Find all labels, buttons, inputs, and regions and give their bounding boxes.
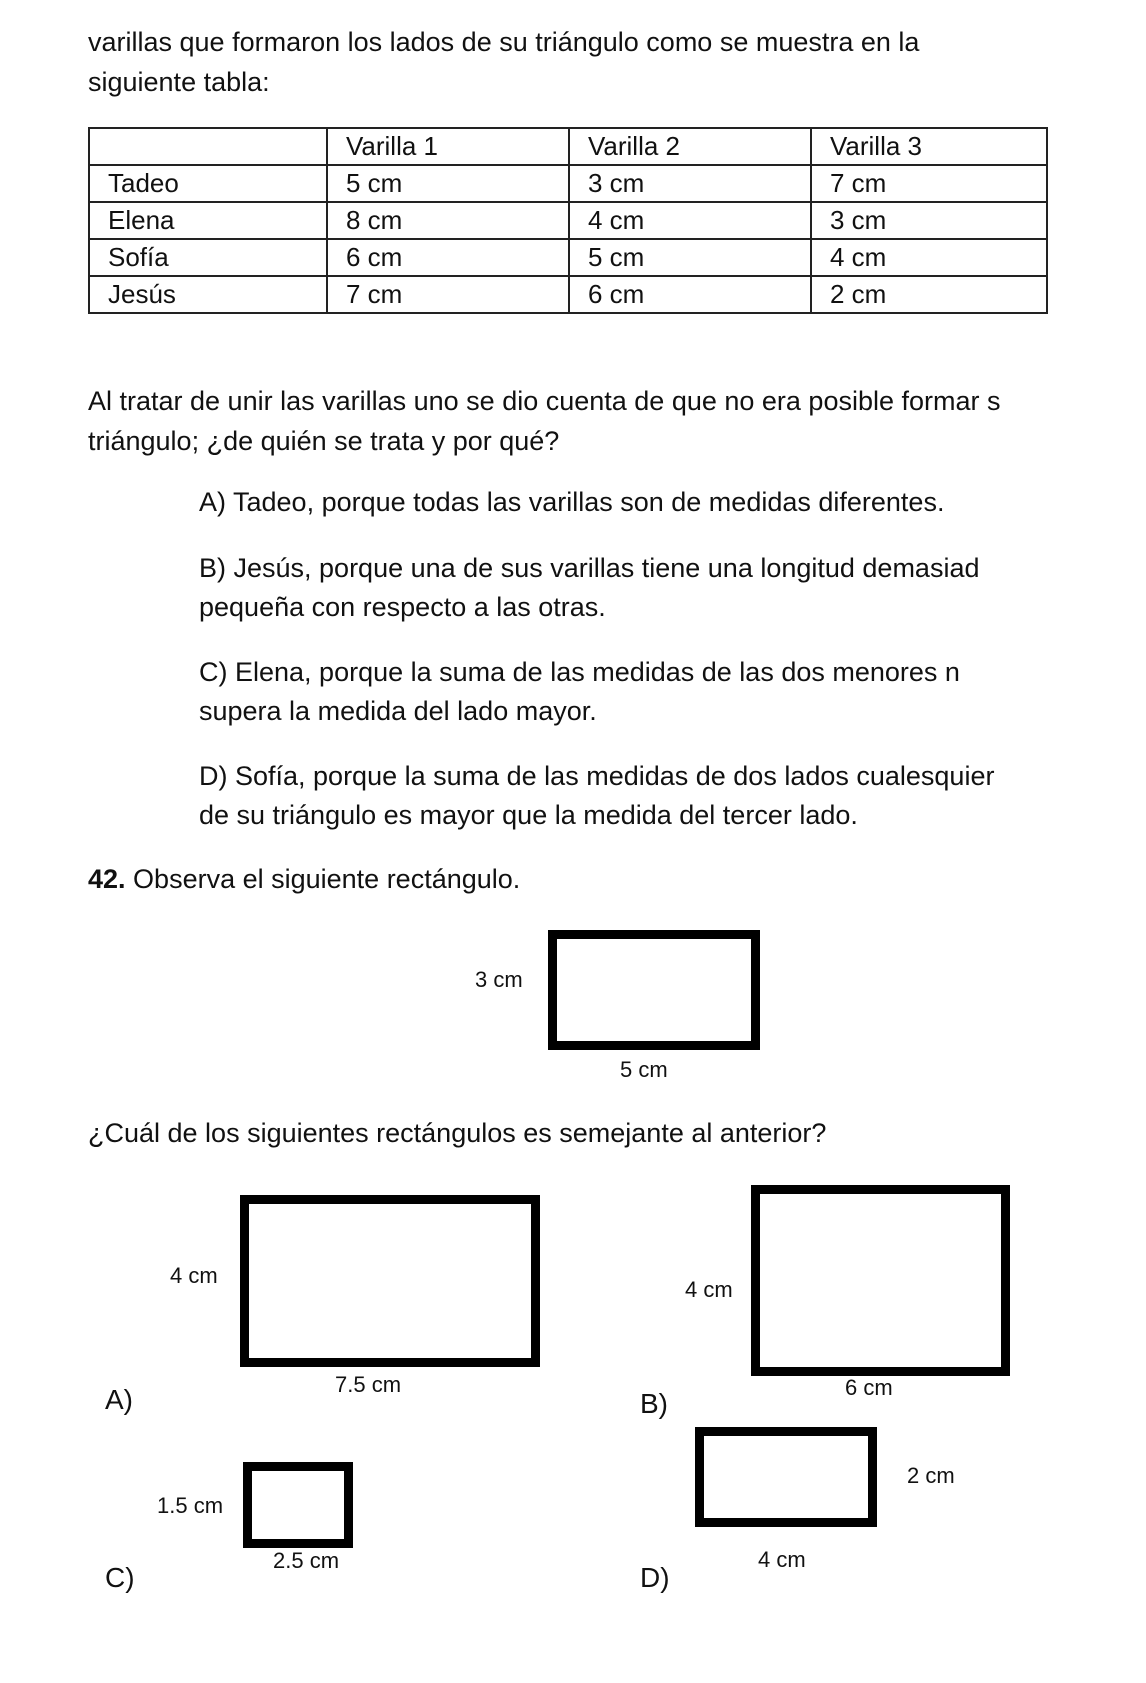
answer-option-a-line: A) Tadeo, porque todas las varillas son de medidas diferentes. <box>199 487 945 517</box>
question41-line-1: Al tratar de unir las varillas uno se dio cuenta de que no era posible formar s <box>88 386 1001 416</box>
option-b-letter[interactable]: B) <box>640 1388 668 1419</box>
question42-text: Observa el siguiente rectángulo. <box>125 864 521 894</box>
option-d-height-label: 2 cm <box>907 1463 955 1488</box>
answer-option-d[interactable] <box>199 757 1146 835</box>
answer-option-d-line: de su triángulo es mayor que la medida del tercer lado. <box>199 800 858 830</box>
intro-line-1: varillas que formaron los lados de su triángulo como se muestra en la <box>88 27 920 57</box>
answer-option-c-line: supera la medida del lado mayor. <box>199 696 597 726</box>
option-a-letter[interactable]: A) <box>105 1384 133 1415</box>
table-cell: 5 cm <box>569 239 811 276</box>
answer-option-c[interactable] <box>199 653 1146 731</box>
answer-option-b-line: B) Jesús, porque una de sus varillas tiene una longitud demasiad <box>199 553 980 583</box>
answer-option-b[interactable] <box>199 549 1146 627</box>
table-header-cell <box>89 128 327 165</box>
table-cell: 6 cm <box>569 276 811 313</box>
question42-title <box>88 863 520 895</box>
option-c-rectangle <box>243 1462 353 1548</box>
table-cell: Tadeo <box>89 165 327 202</box>
table-cell: 7 cm <box>811 165 1047 202</box>
option-d-letter[interactable]: D) <box>640 1562 670 1593</box>
varillas-table <box>88 127 1048 314</box>
question42-number: 42. <box>88 864 126 894</box>
table-cell: 7 cm <box>327 276 569 313</box>
option-b-width-label: 6 cm <box>845 1375 893 1400</box>
reference-height-label: 3 cm <box>475 967 523 992</box>
table-cell: 8 cm <box>327 202 569 239</box>
option-c-letter[interactable]: C) <box>105 1562 135 1593</box>
table-row <box>89 239 1047 276</box>
table-row <box>89 202 1047 239</box>
question42-prompt: ¿Cuál de los siguientes rectángulos es semejante al anterior? <box>88 1118 827 1148</box>
answer-option-b-line: pequeña con respecto a las otras. <box>199 592 606 622</box>
option-c-height-label: 1.5 cm <box>157 1493 224 1518</box>
table-cell: 4 cm <box>811 239 1047 276</box>
table-header-row <box>89 128 1047 165</box>
table-header-cell: Varilla 3 <box>811 128 1047 165</box>
table-header-cell: Varilla 1 <box>327 128 569 165</box>
intro-line-2: siguiente tabla: <box>88 67 270 97</box>
table-cell: Elena <box>89 202 327 239</box>
table-cell: Sofía <box>89 239 327 276</box>
option-a-width-label: 7.5 cm <box>335 1372 402 1397</box>
reference-rectangle <box>548 930 760 1050</box>
table-row <box>89 276 1047 313</box>
table-cell: 3 cm <box>569 165 811 202</box>
table-cell: 6 cm <box>327 239 569 276</box>
option-d-rectangle <box>695 1427 877 1527</box>
table-cell: Jesús <box>89 276 327 313</box>
answer-option-c-line: C) Elena, porque la suma de las medidas de las dos menores n <box>199 657 960 687</box>
answer-option-d-line: D) Sofía, porque la suma de las medidas de dos lados cualesquier <box>199 761 995 791</box>
option-b-rectangle <box>751 1185 1010 1376</box>
question41-line-2: triángulo; ¿de quién se trata y por qué? <box>88 426 560 456</box>
reference-width-label: 5 cm <box>620 1057 668 1082</box>
table-cell: 2 cm <box>811 276 1047 313</box>
option-c-width-label: 2.5 cm <box>273 1548 340 1573</box>
answer-option-a[interactable] <box>199 483 1146 522</box>
table-cell: 5 cm <box>327 165 569 202</box>
option-d-width-label: 4 cm <box>758 1547 806 1572</box>
option-b-height-label: 4 cm <box>685 1277 733 1302</box>
table-cell: 3 cm <box>811 202 1047 239</box>
option-a-height-label: 4 cm <box>170 1263 218 1288</box>
table-cell: 4 cm <box>569 202 811 239</box>
table-header-cell: Varilla 2 <box>569 128 811 165</box>
table-row <box>89 165 1047 202</box>
option-a-rectangle <box>240 1195 540 1367</box>
